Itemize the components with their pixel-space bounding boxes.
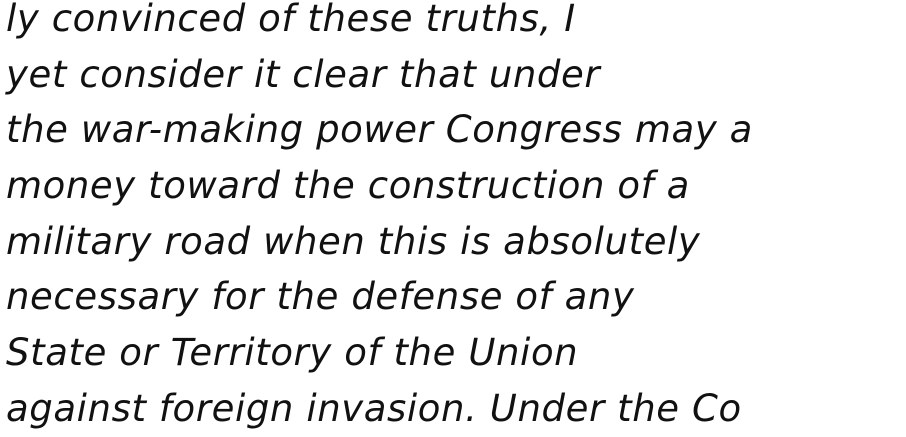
text-line-6: necessary for the defense of any: [6, 275, 635, 319]
text-line-3: the war-making power Congress may a: [6, 108, 753, 152]
text-line-5: military road when this is absolutely: [6, 219, 701, 263]
body-text: [6, 0, 906, 437]
text-line-1: ly convinced of these truths, I: [6, 0, 576, 40]
text-line-2: yet consider it clear that under: [6, 52, 601, 96]
text-line-4: money toward the construction of a: [6, 164, 690, 208]
text-line-7: State or Territory of the Union: [6, 331, 579, 375]
text-line-8: against foreign invasion. Under the Co: [6, 386, 742, 430]
